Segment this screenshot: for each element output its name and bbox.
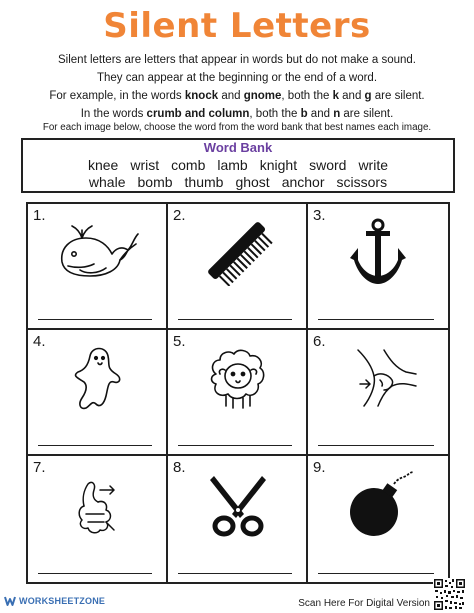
intro-line-2: They can appear at the beginning or the end of a word. bbox=[96, 72, 378, 84]
intro-text bbox=[0, 51, 474, 123]
word-bank-word: wrist bbox=[130, 157, 160, 173]
scan-text: Scan Here For Digital Version bbox=[298, 598, 430, 609]
item-number: 2. bbox=[173, 207, 186, 224]
intro-line-1: Silent letters are letters that appear in words but do not make a sound. bbox=[58, 54, 416, 66]
item-cell-8 bbox=[168, 456, 308, 582]
answer-line[interactable] bbox=[318, 445, 434, 446]
item-cell-6 bbox=[308, 330, 448, 456]
brand-name: WORKSHEETZONE bbox=[19, 596, 106, 606]
item-cell-5 bbox=[168, 330, 308, 456]
word-bank-word: write bbox=[358, 157, 388, 173]
word-bank-word: knee bbox=[87, 157, 119, 173]
item-number: 1. bbox=[33, 207, 46, 224]
intro-line-3: For example, in the words knock and gnome, both the k and g are silent. bbox=[49, 90, 425, 102]
item-number: 5. bbox=[173, 333, 186, 350]
lamb-icon bbox=[196, 344, 280, 412]
item-cell-3 bbox=[308, 204, 448, 330]
item-cell-7 bbox=[28, 456, 168, 582]
item-number: 6. bbox=[313, 333, 326, 350]
page-title: Silent Letters bbox=[103, 6, 371, 46]
word-bank-row-2 bbox=[23, 174, 453, 190]
intro-line-4: In the words crumb and column, both the b and n are silent. bbox=[80, 108, 394, 120]
item-number: 9. bbox=[313, 459, 326, 476]
word-bank-word: ghost bbox=[235, 174, 270, 190]
worksheetzone-logo-icon bbox=[4, 595, 16, 607]
word-bank-word: lamb bbox=[217, 157, 248, 173]
footer bbox=[0, 592, 474, 613]
item-number: 8. bbox=[173, 459, 186, 476]
word-bank-word: knight bbox=[259, 157, 298, 173]
item-cell-1 bbox=[28, 204, 168, 330]
whale-icon bbox=[56, 218, 140, 286]
answer-line[interactable] bbox=[318, 319, 434, 320]
item-cell-9 bbox=[308, 456, 448, 582]
word-bank-word: whale bbox=[88, 174, 126, 190]
word-bank bbox=[21, 138, 455, 193]
word-bank-row-1 bbox=[23, 157, 453, 173]
answer-line[interactable] bbox=[178, 573, 292, 574]
answer-line[interactable] bbox=[318, 573, 434, 574]
word-bank-word: sword bbox=[309, 157, 347, 173]
anchor-icon bbox=[336, 218, 420, 286]
ghost-icon bbox=[56, 344, 140, 412]
instruction-text: For each image below, choose the word from the word bank that best names each image. bbox=[42, 122, 432, 133]
item-number: 3. bbox=[313, 207, 326, 224]
word-bank-word: comb bbox=[171, 157, 206, 173]
scissors-icon bbox=[196, 470, 280, 538]
thumb-icon bbox=[56, 470, 140, 538]
item-cell-2 bbox=[168, 204, 308, 330]
bomb-icon bbox=[336, 470, 420, 538]
word-bank-word: thumb bbox=[184, 174, 224, 190]
word-bank-word: scissors bbox=[336, 174, 388, 190]
picture-grid bbox=[26, 202, 450, 584]
answer-line[interactable] bbox=[178, 445, 292, 446]
word-bank-title: Word Bank bbox=[203, 140, 273, 155]
word-bank-word: bomb bbox=[137, 174, 173, 190]
brand-logo[interactable] bbox=[4, 595, 105, 607]
item-number: 4. bbox=[33, 333, 46, 350]
knee-icon bbox=[336, 344, 420, 412]
answer-line[interactable] bbox=[38, 573, 152, 574]
answer-line[interactable] bbox=[178, 319, 292, 320]
comb-icon bbox=[196, 218, 280, 286]
answer-line[interactable] bbox=[38, 445, 152, 446]
answer-line[interactable] bbox=[38, 319, 152, 320]
item-cell-4 bbox=[28, 330, 168, 456]
item-number: 7. bbox=[33, 459, 46, 476]
word-bank-word: anchor bbox=[281, 174, 325, 190]
qr-code-icon[interactable] bbox=[433, 578, 466, 611]
